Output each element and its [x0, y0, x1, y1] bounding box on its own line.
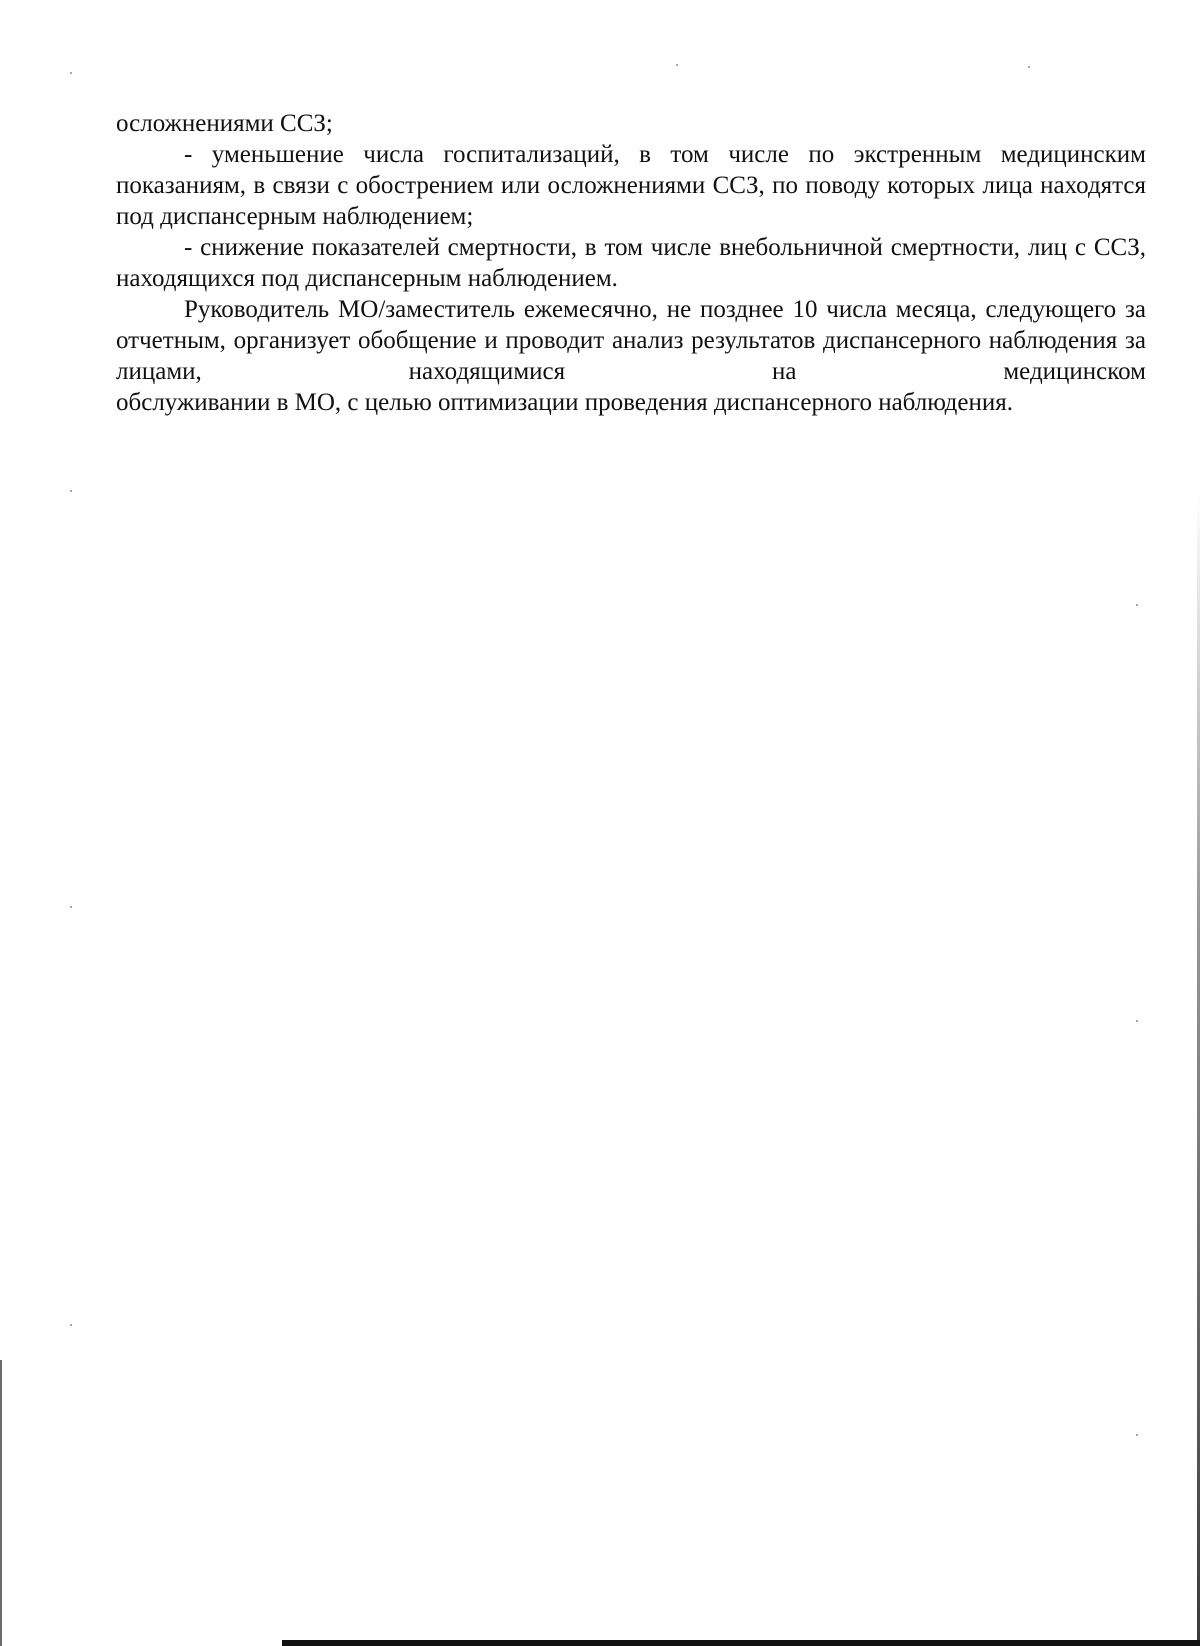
scan-speck: [676, 64, 678, 66]
continuation-line: осложнениями ССЗ;: [116, 110, 333, 137]
scan-speck: [1136, 1020, 1138, 1022]
scan-edge-bottom: [282, 1640, 1200, 1646]
paragraph-analysis: Руководитель МО/заместитель ежемесячно, не позднее 10 числа месяца, следующего за отчетным, организует обобщение и проводит анализ результатов диспансерного наблюдения за лицами, находящимися на медицинском: [116, 296, 1146, 385]
scan-edge-left: [0, 1360, 2, 1646]
document-body: [116, 108, 1146, 418]
scan-speck: [70, 1324, 72, 1326]
list-item-mortality: - снижение показателей смертности, в том числе внебольничной смертности, лиц с ССЗ, находящихся под диспансерным наблюдением.: [116, 234, 1146, 292]
scan-speck: [70, 72, 72, 74]
scan-speck: [1136, 604, 1138, 606]
paragraph-analysis-tail: обслуживании в МО, с целью оптимизации проведения диспансерного наблюдения.: [116, 389, 1013, 416]
list-item-hospitalization: - уменьшение числа госпитализаций, в том числе по экстренным медицинским показаниям, в связи с обострением или осложнениями ССЗ, по поводу которых лица находятся под диспансерным наблюдением;: [116, 141, 1146, 230]
scan-speck: [70, 490, 72, 492]
scan-speck: [70, 906, 72, 908]
scan-speck: [1028, 66, 1030, 68]
scan-speck: [1136, 1434, 1138, 1436]
